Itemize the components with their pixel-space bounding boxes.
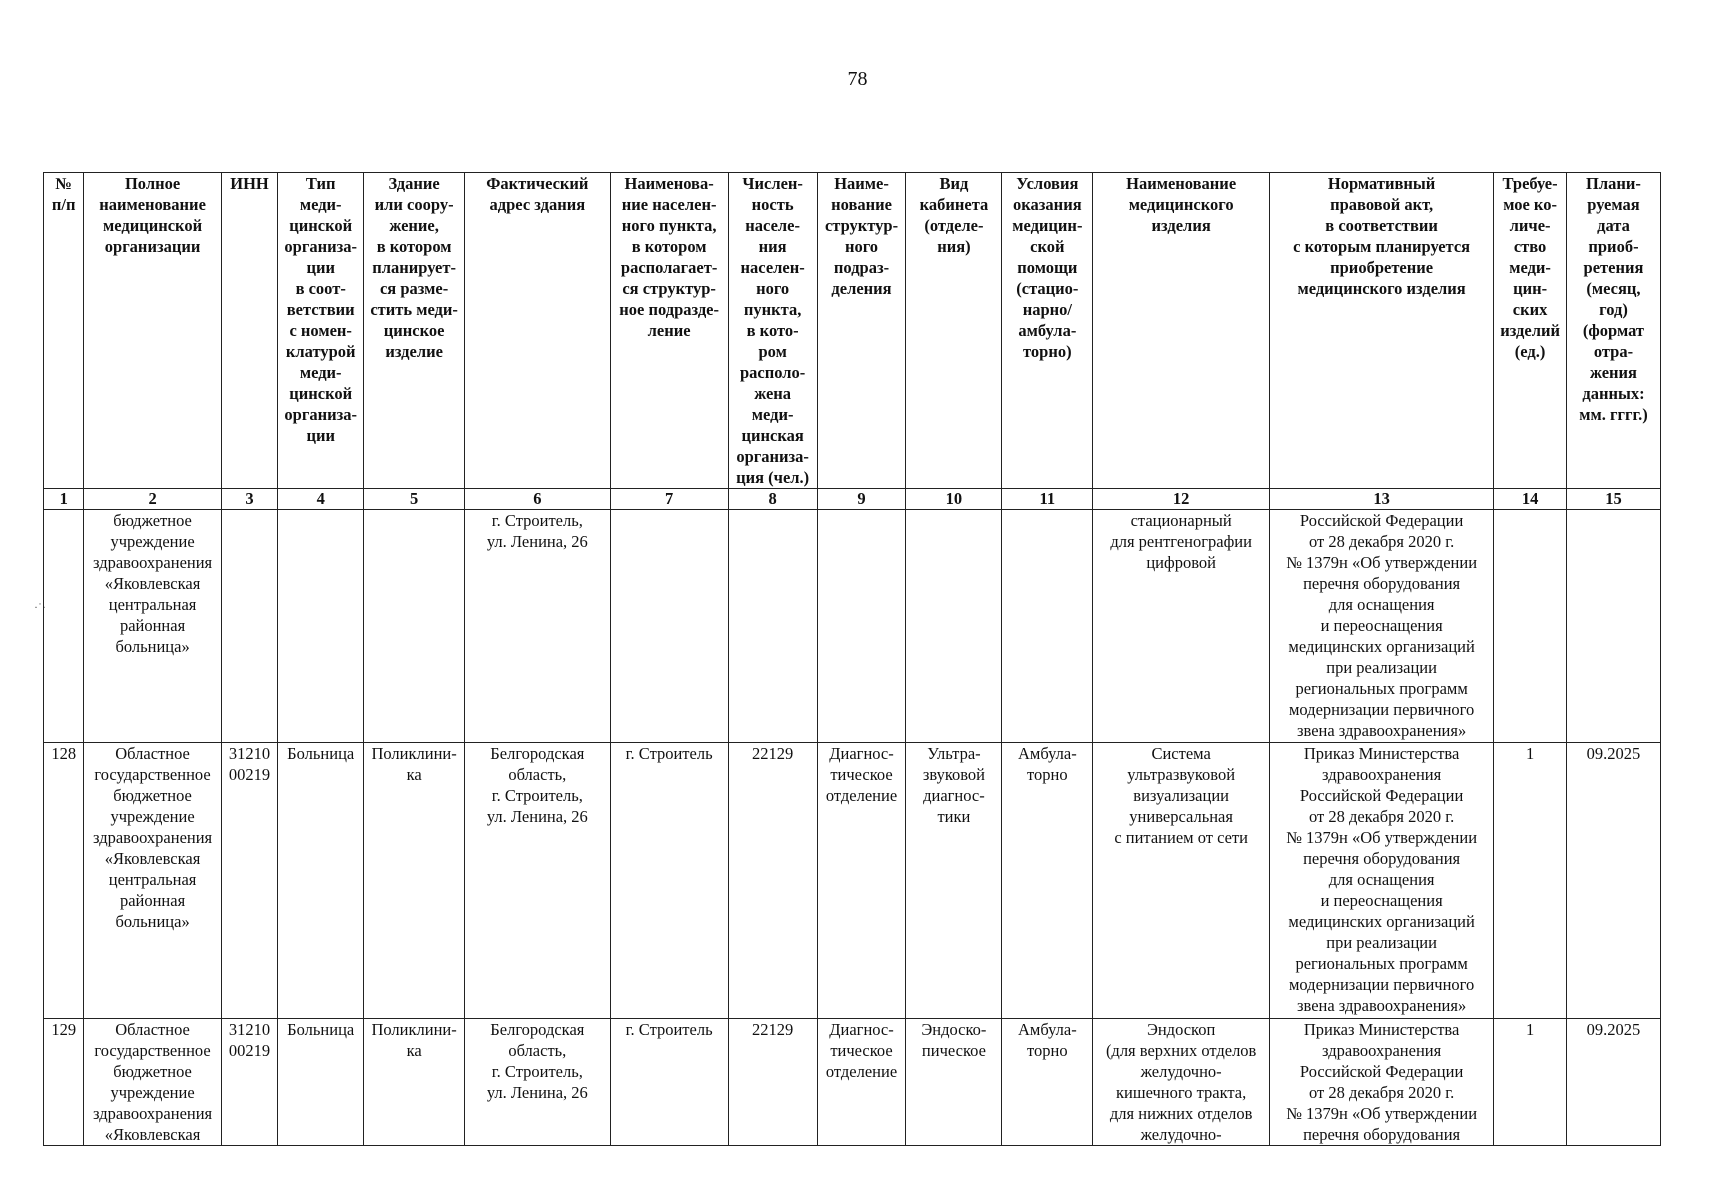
table-cell: Поликлини- ка: [364, 1019, 465, 1146]
header-col-13: Нормативный правовой акт, в соответствии с которым планируется приобретение медицинского изделия: [1270, 173, 1494, 489]
table-cell: Поликлини- ка: [364, 743, 465, 1019]
header-col-8: Числен- ность населе- ния населен- ного пункта, в кото- ром располо- жена меди- цинская организа- ция (чел.): [728, 173, 817, 489]
table-cell: Приказ Министерства здравоохранения Российской Федерации от 28 декабря 2020 г. № 1379н «Об утверждении перечня оборудования: [1270, 1019, 1494, 1146]
header-col-10: Вид кабинета (отделе- ния): [906, 173, 1002, 489]
header-col-1: № п/п: [44, 173, 84, 489]
table-cell: Амбула- торно: [1002, 743, 1093, 1019]
header-col-15: Плани- руемая дата приоб- ретения (месяц, год) (формат отра- жения данных: мм. гггг.): [1566, 173, 1660, 489]
table-cell: г. Строитель: [610, 743, 728, 1019]
table-cell: Белгородская область, г. Строитель, ул. Ленина, 26: [465, 743, 610, 1019]
table-cell: [1566, 510, 1660, 743]
table-cell: [278, 510, 364, 743]
table-cell: 09.2025: [1566, 1019, 1660, 1146]
column-number-row: [44, 489, 1661, 510]
column-number-10: 10: [906, 489, 1002, 510]
column-number-14: 14: [1494, 489, 1567, 510]
table-cell: 1: [1494, 743, 1567, 1019]
table-cell: Больница: [278, 1019, 364, 1146]
table-cell: стационарный для рентгенографии цифровой: [1093, 510, 1270, 743]
table-cell: [1002, 510, 1093, 743]
column-number-15: 15: [1566, 489, 1660, 510]
column-number-6: 6: [465, 489, 610, 510]
header-col-12: Наименование медицинского изделия: [1093, 173, 1270, 489]
table-cell: Диагнос- тическое отделение: [817, 743, 906, 1019]
table-cell: 09.2025: [1566, 743, 1660, 1019]
table-cell: 22129: [728, 1019, 817, 1146]
column-number-13: 13: [1270, 489, 1494, 510]
header-col-7: Наименова- ние населен- ного пункта, в котором располагает- ся структур- ное подразде- ление: [610, 173, 728, 489]
table-cell: г. Строитель: [610, 1019, 728, 1146]
column-number-1: 1: [44, 489, 84, 510]
header-col-11: Условия оказания медицин- ской помощи (стацио- нарно/ амбула- торно): [1002, 173, 1093, 489]
column-number-4: 4: [278, 489, 364, 510]
column-number-11: 11: [1002, 489, 1093, 510]
table-cell: [221, 510, 278, 743]
table-cell: [906, 510, 1002, 743]
header-col-14: Требуе- мое ко- личе- ство меди- цин- ских изделий (ед.): [1494, 173, 1567, 489]
table-cell: г. Строитель, ул. Ленина, 26: [465, 510, 610, 743]
table-cell: [1494, 510, 1567, 743]
table-cell: [44, 510, 84, 743]
table-cell: бюджетное учреждение здравоохранения «Яковлевская центральная районная больница»: [84, 510, 221, 743]
table-header-row: [44, 173, 1661, 489]
table-cell: 31210 00219: [221, 743, 278, 1019]
table-cell: Диагнос- тическое отделение: [817, 1019, 906, 1146]
column-number-7: 7: [610, 489, 728, 510]
header-col-5: Здание или соору- жение, в котором планирует- ся разме- стить меди- цинское изделие: [364, 173, 465, 489]
table-cell: 129: [44, 1019, 84, 1146]
table-cell: Эндоскоп (для верхних отделов желудочно- кишечного тракта, для нижних отделов желудочно-: [1093, 1019, 1270, 1146]
medical-equipment-table: [43, 172, 1661, 1146]
header-col-6: Фактический адрес здания: [465, 173, 610, 489]
table-cell: Белгородская область, г. Строитель, ул. Ленина, 26: [465, 1019, 610, 1146]
scan-artifact: ·˙·: [34, 600, 46, 614]
header-col-2: Полное наименование медицинской организации: [84, 173, 221, 489]
table-cell: Ультра- звуковой диагнос- тики: [906, 743, 1002, 1019]
table-cell: Областное государственное бюджетное учреждение здравоохранения «Яковлевская центральная районная больница»: [84, 743, 221, 1019]
page-number: 78: [847, 68, 868, 90]
table-row: [44, 510, 1661, 743]
header-col-4: Тип меди- цинской организа- ции в соот- ветствии с номен- клатурой меди- цинской организа- ции: [278, 173, 364, 489]
header-col-3: ИНН: [221, 173, 278, 489]
table-cell: 1: [1494, 1019, 1567, 1146]
table-cell: [728, 510, 817, 743]
table-cell: Российской Федерации от 28 декабря 2020 г. № 1379н «Об утверждении перечня оборудования для оснащения и переоснащения медицинских организаций при реализации региональных программ модернизации первичного звена здравоохранения»: [1270, 510, 1494, 743]
column-number-2: 2: [84, 489, 221, 510]
table-cell: Приказ Министерства здравоохранения Российской Федерации от 28 декабря 2020 г. № 1379н «Об утверждении перечня оборудования для оснащения и переоснащения медицинских организаций при реализации региональных программ модернизации первичного звена здравоохранения»: [1270, 743, 1494, 1019]
table-cell: Эндоско- пическое: [906, 1019, 1002, 1146]
column-number-5: 5: [364, 489, 465, 510]
column-number-8: 8: [728, 489, 817, 510]
table-cell: Больница: [278, 743, 364, 1019]
column-number-12: 12: [1093, 489, 1270, 510]
table-cell: [817, 510, 906, 743]
column-number-9: 9: [817, 489, 906, 510]
table-cell: [610, 510, 728, 743]
table-cell: Областное государственное бюджетное учреждение здравоохранения «Яковлевская: [84, 1019, 221, 1146]
table-row: [44, 1019, 1661, 1146]
table-cell: 31210 00219: [221, 1019, 278, 1146]
table-cell: Амбула- торно: [1002, 1019, 1093, 1146]
table-cell: 22129: [728, 743, 817, 1019]
table-cell: 128: [44, 743, 84, 1019]
table-cell: Система ультразвуковой визуализации универсальная с питанием от сети: [1093, 743, 1270, 1019]
table-cell: [364, 510, 465, 743]
table-row: [44, 743, 1661, 1019]
column-number-3: 3: [221, 489, 278, 510]
header-col-9: Наиме- нование структур- ного подраз- деления: [817, 173, 906, 489]
